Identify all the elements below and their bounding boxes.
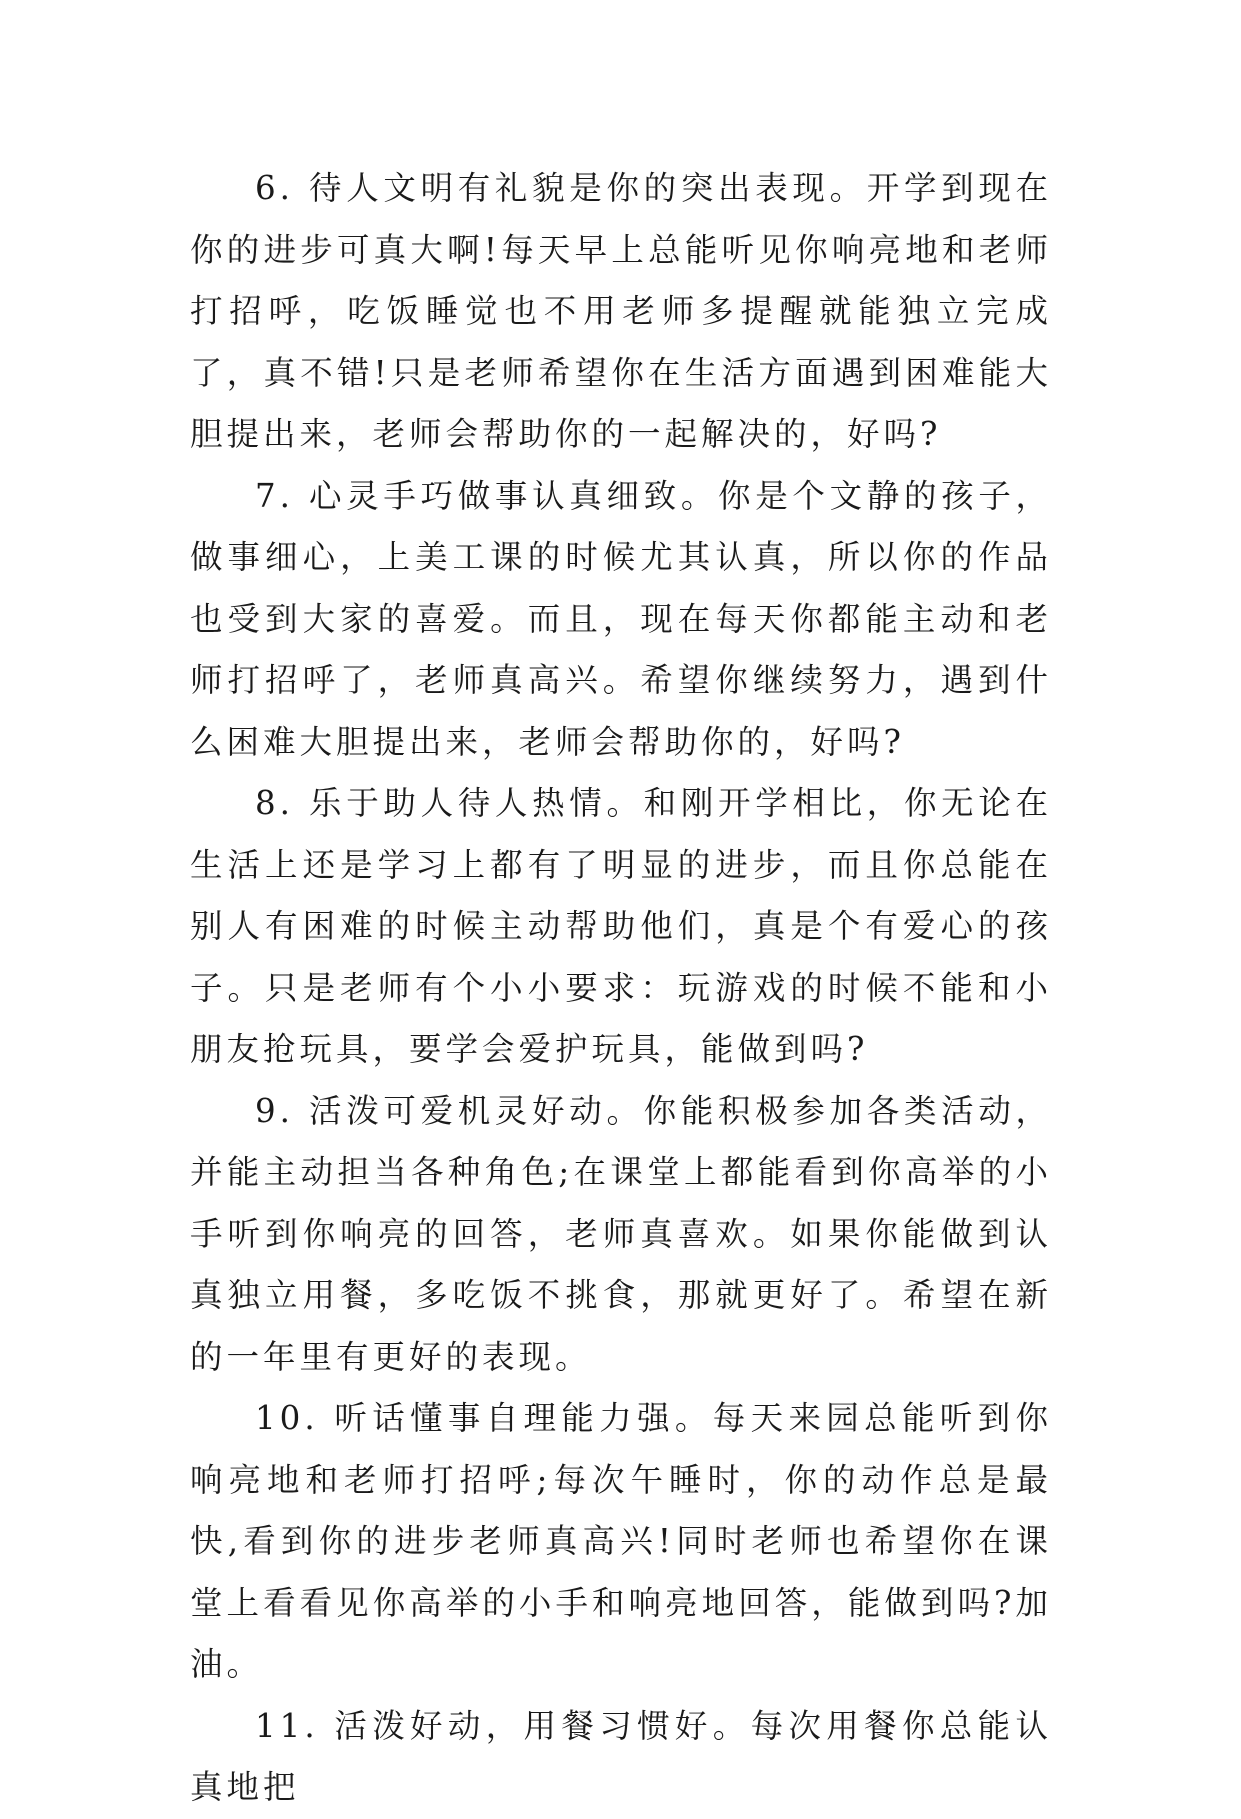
comment-paragraph-7: 7. 心灵手巧做事认真细致。你是个文静的孩子，做事细心，上美工课的时候尤其认真，所以你的作品也受到大家的喜爱。而且，现在每天你都能主动和老师打招呼了，老师真高兴。希望你继续努力，遇到什么困难大胆提出来，老师会帮助你的，好吗? [190,476,1052,761]
comment-paragraph-8: 8. 乐于助人待人热情。和刚开学相比，你无论在生活上还是学习上都有了明显的进步，而且你总能在别人有困难的时候主动帮助他们，真是个有爱心的孩子。只是老师有个小小要求：玩游戏的时候不能和小朋友抢玩具，要学会爱护玩具，能做到吗? [190,784,1052,1068]
document-page [190,158,1052,1819]
comment-paragraph-9: 9. 活泼可爱机灵好动。你能积极参加各类活动，并能主动担当各种角色;在课堂上都能看到你高举的小手听到你响亮的回答，老师真喜欢。如果你能做到认真独立用餐，多吃饭不挑食，那就更好了。希望在新的一年里有更好的表现。 [190,1091,1052,1376]
comment-paragraph-6: 6. 待人文明有礼貌是你的突出表现。开学到现在你的进步可真大啊!每天早上总能听见你响亮地和老师打招呼，吃饭睡觉也不用老师多提醒就能独立完成了，真不错!只是老师希望你在生活方面遇到困难能大胆提出来，老师会帮助你的一起解决的，好吗? [190,169,1052,453]
comment-paragraph-11: 11. 活泼好动，用餐习惯好。每次用餐你总能认真地把 [190,1706,1052,1806]
comment-paragraph-10: 10. 听话懂事自理能力强。每天来园总能听到你响亮地和老师打招呼;每次午睡时，你的动作总是最快,看到你的进步老师真高兴!同时老师也希望你在课堂上看看见你高举的小手和响亮地回答，能做到吗?加油。 [190,1399,1052,1683]
